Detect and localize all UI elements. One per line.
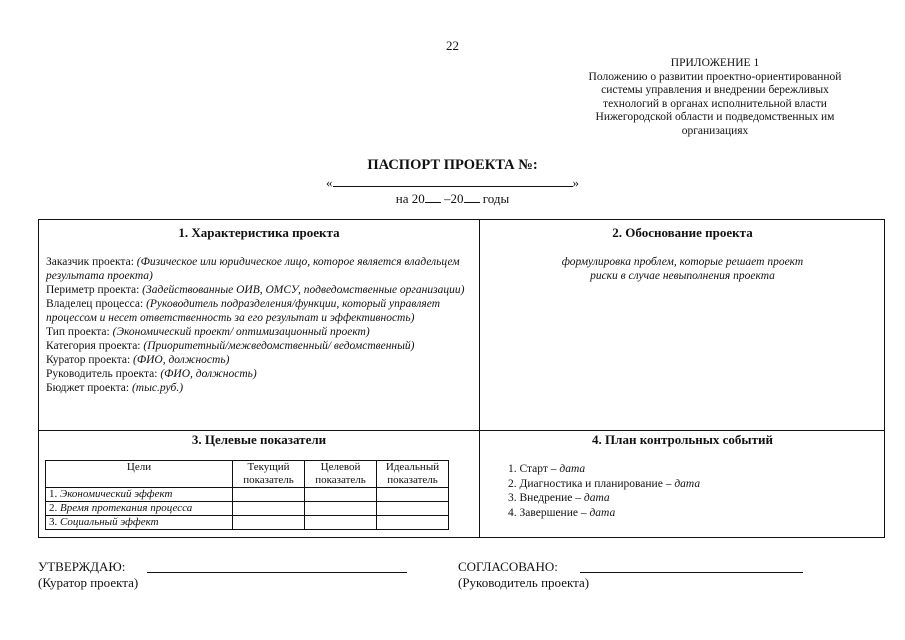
appendix-line: технологий в органах исполнительной власти [603, 97, 827, 110]
approve-role: (Куратор проекта) [38, 575, 139, 590]
targets-table [45, 460, 449, 530]
approve-signature-line[interactable] [147, 572, 407, 573]
field-label: Бюджет проекта: [46, 382, 132, 394]
event-label: 1. Старт [508, 463, 551, 475]
section-title-targets: 3. Целевые показатели [191, 432, 327, 447]
value-cell[interactable] [305, 516, 377, 530]
page-number: 22 [446, 38, 459, 53]
field-label: Руководитель проекта: [46, 368, 161, 380]
event-label: 2. Диагностика и планирование [508, 477, 666, 490]
value-cell[interactable] [305, 502, 377, 516]
field-label: Куратор проекта: [46, 354, 134, 366]
section-title-milestones: 4. План контрольных событий [592, 432, 773, 447]
field-customer [46, 255, 474, 283]
open-quote: « [326, 175, 333, 190]
table-row [46, 516, 449, 530]
close-quote: » [572, 175, 579, 190]
field-value: (тыс.руб.) [131, 382, 184, 394]
row-divider [39, 430, 884, 431]
goal-cell [46, 516, 233, 530]
value-cell[interactable] [305, 488, 377, 502]
years-prefix: на 20 [395, 191, 425, 206]
header-ideal: Идеальный показатель [377, 461, 449, 488]
field-process-owner [46, 297, 474, 325]
project-name-line [0, 174, 905, 191]
year-end-blank [464, 191, 480, 203]
rationale-line: риски в случае невыполнения проекта [590, 270, 775, 282]
agree-block [458, 559, 589, 591]
project-years [0, 191, 905, 207]
goal-number: 2. [49, 502, 60, 514]
document-title: ПАСПОРТ ПРОЕКТА №: [367, 157, 538, 173]
value-cell[interactable] [377, 516, 449, 530]
goal-cell [46, 502, 233, 516]
appendix-line: Нижегородской области и подведомственных им [595, 111, 835, 123]
years-suffix: годы [479, 191, 510, 206]
event-date: – дата [665, 477, 701, 490]
field-project-type [46, 325, 474, 339]
field-perimeter [46, 283, 474, 297]
field-label: Владелец процесса: [46, 298, 147, 310]
appendix-line: системы управления и внедрении бережливых [601, 84, 829, 96]
field-value: (Руководитель подразделения/функции, который управляет процессом и несет ответственность за его результат и эффективность) [46, 298, 441, 324]
value-cell[interactable] [377, 502, 449, 516]
list-item [508, 491, 700, 506]
agree-label: СОГЛАСОВАНО: [458, 559, 558, 574]
project-name-blank [333, 174, 573, 187]
years-dash: –20 [440, 191, 464, 206]
goal-number: 3. [49, 516, 60, 528]
appendix-header [560, 57, 870, 138]
field-value: (Задействованные ОИВ, ОМСУ, подведомственные организации) [142, 284, 465, 296]
field-value: (ФИО, должность) [133, 354, 230, 366]
rationale-text [480, 255, 885, 283]
header-goals: Цели [46, 461, 233, 488]
milestones-list [508, 462, 700, 520]
targets-header-row [46, 461, 449, 488]
field-label: Тип проекта: [46, 326, 113, 338]
field-label: Заказчик проекта: [46, 256, 137, 268]
field-project-manager [46, 367, 474, 381]
appendix-line: Положению о развитии проектно-ориентированной [588, 70, 842, 83]
field-value: (Физическое или юридическое лицо, которое является владельцем результата проекта) [46, 256, 460, 282]
approve-block [38, 559, 138, 591]
agree-role: (Руководитель проекта) [458, 575, 590, 590]
value-cell[interactable] [233, 502, 305, 516]
characteristics-list [46, 255, 474, 395]
goal-text: Социальный эффект [60, 516, 159, 528]
table-row [46, 488, 449, 502]
field-project-category [46, 339, 474, 353]
field-value: (Приоритетный/межведомственный/ ведомственный) [143, 340, 415, 352]
field-label: Категория проекта: [46, 340, 144, 352]
goal-number: 1. [49, 488, 60, 500]
goal-cell [46, 488, 233, 502]
passport-table [38, 219, 885, 538]
list-item [508, 477, 700, 492]
event-date: – дата [550, 463, 586, 475]
event-label: 3. Внедрение [508, 492, 576, 504]
value-cell[interactable] [233, 516, 305, 530]
header-current: Текущий показатель [233, 461, 305, 488]
event-date: – дата [575, 492, 610, 504]
field-budget [46, 381, 474, 395]
event-label: 4. Завершение [508, 506, 581, 519]
table-row [46, 502, 449, 516]
section-title-characteristics: 1. Характеристика проекта [178, 225, 340, 240]
goal-text: Время протекания процесса [60, 502, 193, 514]
section-title-rationale: 2. Обоснование проекта [612, 225, 753, 240]
header-target: Целевой показатель [305, 461, 377, 488]
field-curator [46, 353, 474, 367]
list-item [508, 506, 700, 521]
field-value: (Экономический проект/ оптимизационный проект) [112, 326, 370, 338]
agree-signature-line[interactable] [580, 572, 803, 573]
rationale-line: формулировка проблем, которые решает проект [561, 256, 804, 268]
appendix-line: организациях [681, 124, 749, 137]
field-value: (ФИО, должность) [160, 368, 257, 380]
event-date: – дата [580, 506, 616, 519]
field-label: Периметр проекта: [46, 284, 143, 296]
year-start-blank [425, 191, 441, 203]
value-cell[interactable] [233, 488, 305, 502]
approve-label: УТВЕРЖДАЮ: [38, 559, 126, 574]
goal-text: Экономический эффект [60, 488, 173, 500]
list-item [508, 462, 700, 477]
value-cell[interactable] [377, 488, 449, 502]
appendix-heading: ПРИЛОЖЕНИЕ 1 [670, 57, 760, 69]
